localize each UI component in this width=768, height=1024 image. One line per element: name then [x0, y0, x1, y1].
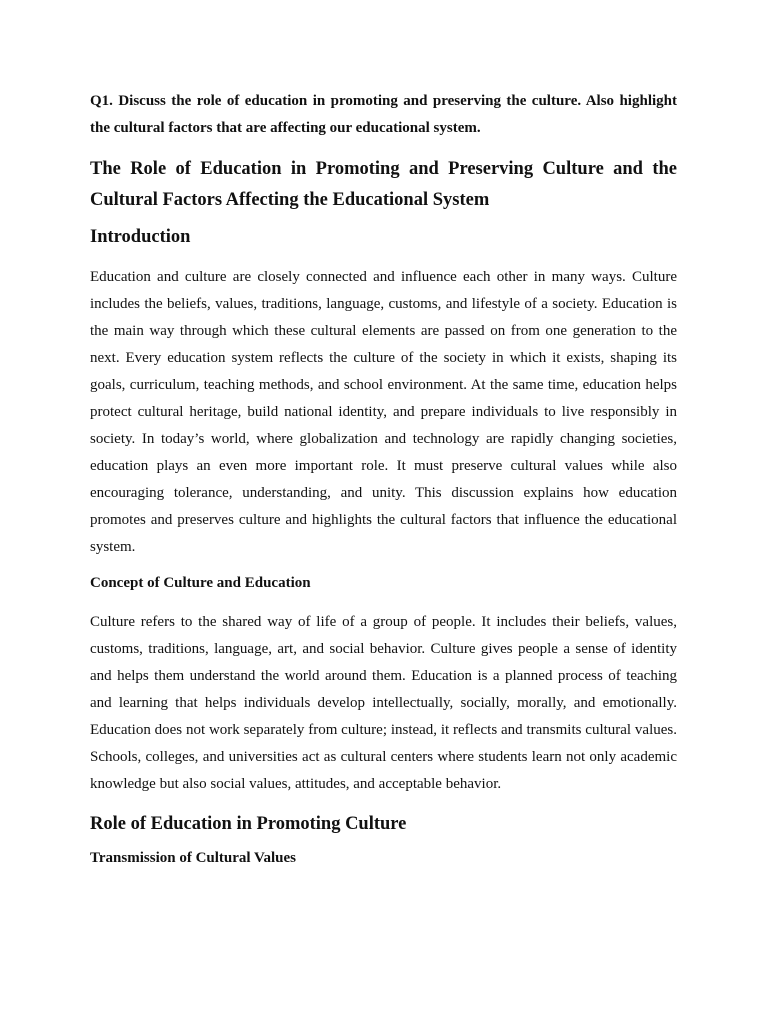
promoting-culture-heading: Role of Education in Promoting Culture [90, 814, 407, 834]
document-page [90, 88, 677, 872]
concept-paragraph: Culture refers to the shared way of life of a group of people. It includes their beliefs, values, customs, traditions, language, art, and social behavior. Culture gives people a sense of identity and helps them understand the world around them. Education is a planned process of teaching and learning that helps individuals develop intellectually, socially, morally, and emotionally. Education does not work separately from culture; instead, it reflects and transmits cultural values. Schools, colleges, and universities act as cultural centers where students learn not only academic knowledge but also social values, attitudes, and acceptable behavior. [90, 614, 677, 792]
introduction-heading: Introduction [90, 227, 191, 247]
concept-heading: Concept of Culture and Education [90, 575, 311, 591]
document-title: The Role of Education in Promoting and Preserving Culture and the Cultural Factors Affecting the Educational System [90, 159, 677, 210]
question-text: Q1. Discuss the role of education in promoting and preserving the culture. Also highlight the cultural factors that are affecting our educational system. [90, 93, 677, 136]
introduction-paragraph: Education and culture are closely connected and influence each other in many ways. Culture includes the beliefs, values, traditions, language, customs, and lifestyle of a society. Education is the main way through which these cultural elements are passed on from one generation to the next. Every education system reflects the culture of the society in which it exists, shaping its goals, curriculum, teaching methods, and school environment. At the same time, education helps protect cultural heritage, build national identity, and prepare individuals to live responsibly in society. In today’s world, where globalization and technology are rapidly changing societies, education plays an even more important role. It must preserve cultural values while also encouraging tolerance, understanding, and unity. This discussion explains how education promotes and preserves culture and highlights the cultural factors that influence the educational system. [90, 269, 677, 555]
transmission-heading: Transmission of Cultural Values [90, 850, 297, 866]
